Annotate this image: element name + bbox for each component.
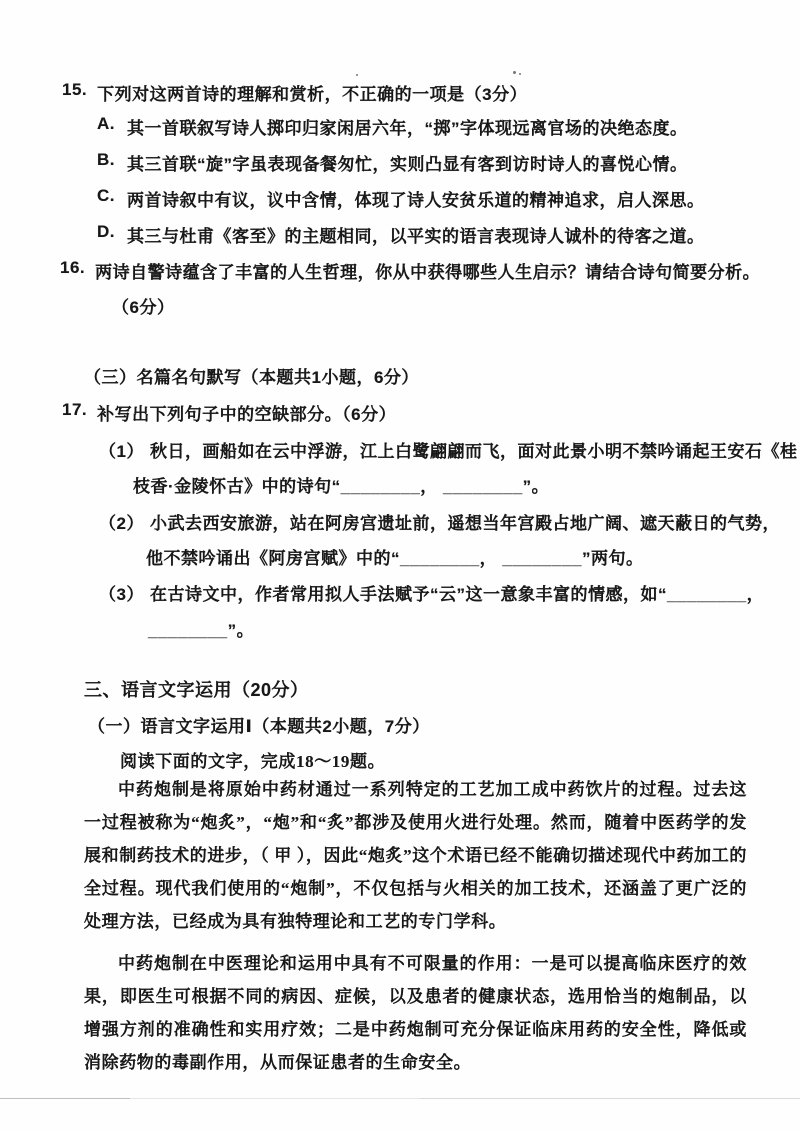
passage-paragraph-2: 中药炮制在中医理论和运用中具有不可限量的作用：一是可以提高临床医疗的效果，即医生可根据不同的病因、症候，以及患者的健康状态，选用恰当的炮制品，以增强方剂的准确性和实用疗效；二是中药炮制可充分保证临床用药的安全性，降低或消除药物的毒副作用，从而保证患者的生命安全。 <box>84 954 747 1072</box>
scan-speck <box>356 74 358 76</box>
question-16-score: （6分） <box>112 298 175 317</box>
option-text: 其三首联“旋”字虽表现备餐匆忙，实则凸显有客到访时诗人的喜悦心情。 <box>127 155 688 174</box>
option-d <box>97 222 705 247</box>
item-label: （1） <box>99 442 144 461</box>
question-text: 下列对这两首诗的理解和赏析，不正确的一项是（3分） <box>97 85 528 104</box>
part-3-heading: 三、语言文字运用（20分） <box>84 680 309 700</box>
q17-item-2 <box>99 509 780 534</box>
option-text: 其三与杜甫《客至》的主题相同，以平实的语言表现诗人诚朴的待客之道。 <box>127 227 705 246</box>
q17-item-2-line2: 他不禁吟诵出《阿房宫赋》中的“________， ________”两句。 <box>146 549 644 568</box>
q17-item-3-line2: ________”。 <box>148 621 255 640</box>
item-label: （3） <box>99 585 144 604</box>
option-b <box>97 150 688 175</box>
option-text: 两首诗叙中有议，议中含情，体现了诗人安贫乐道的精神追求，启人深思。 <box>127 191 705 210</box>
q17-item-1 <box>99 437 797 462</box>
item-label: （2） <box>99 514 144 533</box>
question-number: 17. <box>62 400 88 419</box>
question-text: 两诗自警诗蕴含了丰富的人生哲理，你从中获得哪些人生启示？请结合诗句简要分析。 <box>95 263 761 282</box>
q17-item-1-line2: 枝香·金陵怀古》中的诗句“________， ________”。 <box>133 477 550 496</box>
section-3-heading: （三）名篇名句默写（本题共1小题，6分） <box>84 368 419 387</box>
question-text: 补写出下列句子中的空缺部分。（6分） <box>97 405 397 424</box>
question-17 <box>62 400 396 425</box>
option-a <box>97 114 688 139</box>
q17-item-3 <box>99 580 764 605</box>
option-label: D. <box>97 222 115 241</box>
scan-speck <box>519 73 521 75</box>
question-number: 15. <box>62 80 88 99</box>
question-16 <box>60 258 760 283</box>
reading-instruction: 阅读下面的文字，完成18～19题。 <box>120 752 386 771</box>
option-label: A. <box>97 114 115 133</box>
scan-speck <box>513 71 516 74</box>
item-text: 秋日，画船如在云中浮游，江上白鹭翩翩而飞，面对此景小明不禁吟诵起王安石《桂 <box>149 442 798 461</box>
option-c <box>97 186 705 211</box>
item-text: 小武去西安旅游，站在阿房宫遗址前，遥想当年宫殿占地广阔、遮天蔽日的气势， <box>149 514 780 533</box>
option-label: B. <box>97 150 115 169</box>
part-3-sub-heading: （一）语言文字运用Ⅰ（本题共2小题，7分） <box>88 717 430 736</box>
page-edge-line <box>0 1098 800 1099</box>
option-label: C. <box>97 186 115 205</box>
passage-paragraph-1: 中药炮制是将原始中药材通过一系列特定的工艺加工成中药饮片的过程。过去这一过程被称为“炮炙”，“炮”和“炙”都涉及使用火进行处理。然而，随着中医药学的发展和制药技术的进步，（ 甲 ），因此“炮炙”这个术语已经不能确切描述现代中药加工的全过程。现代我们使用的“炮制”，不仅包括与火相关的加工技术，还涵盖了更广泛的处理方法，已经成为具有独特理论和工艺的专门学科。 <box>84 780 747 931</box>
question-number: 16. <box>60 258 86 277</box>
question-15 <box>62 80 527 105</box>
option-text: 其一首联叙写诗人掷印归家闲居六年，“掷”字体现远离官场的决绝态度。 <box>127 119 688 138</box>
item-text: 在古诗文中，作者常用拟人手法赋予“云”这一意象丰富的情感，如“________， <box>149 585 765 604</box>
